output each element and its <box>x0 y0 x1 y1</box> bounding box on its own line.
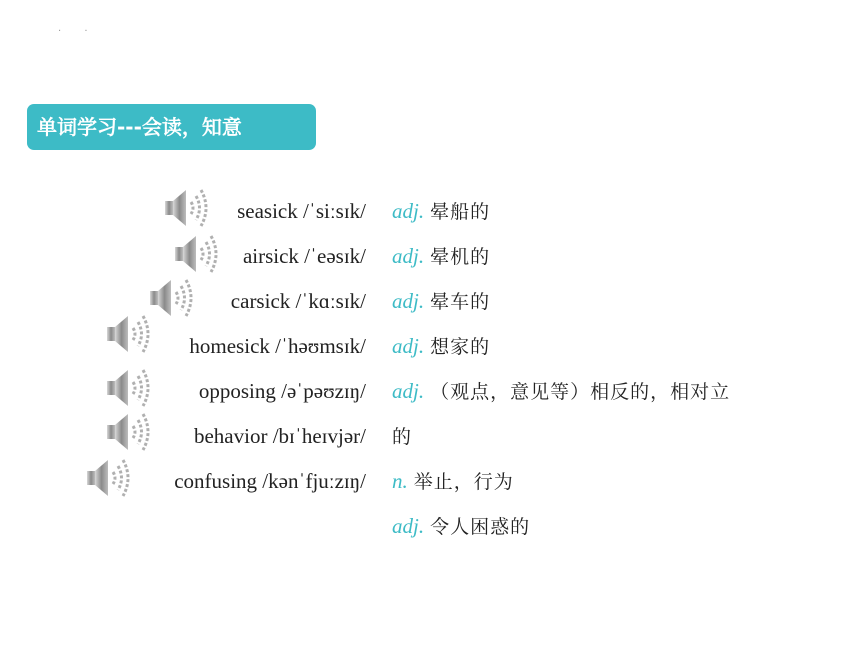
speaker-icon[interactable] <box>104 312 154 356</box>
part-of-speech: adj. <box>392 514 425 538</box>
meaning-seasick <box>392 197 490 226</box>
word-confusing: confusing /kənˈfjuːzɪŋ/ <box>174 469 366 493</box>
meaning-homesick <box>392 332 490 361</box>
speaker-icon[interactable] <box>104 410 154 454</box>
meaning-carsick <box>392 287 490 316</box>
meaning-opposing <box>392 377 730 406</box>
speaker-icon[interactable] <box>172 232 222 276</box>
speaker-icon[interactable] <box>147 276 197 320</box>
definition-continued: 的 <box>392 426 413 448</box>
definition: 晕机的 <box>430 246 491 268</box>
definition: 想家的 <box>430 336 491 358</box>
speaker-icon[interactable] <box>162 186 212 230</box>
part-of-speech: adj. <box>392 199 425 223</box>
word-carsick: carsick /ˈkɑːsɪk/ <box>230 289 366 313</box>
part-of-speech: adj. <box>392 334 425 358</box>
word-homesick: homesick /ˈhəʊmsɪk/ <box>189 334 366 358</box>
part-of-speech: adj. <box>392 289 425 313</box>
meaning-airsick <box>392 242 490 271</box>
word-seasick: seasick /ˈsiːsɪk/ <box>237 199 366 223</box>
corner-dots: · · <box>58 26 98 37</box>
definition: 举止，行为 <box>413 471 514 493</box>
word-behavior: behavior /bɪˈheɪvjər/ <box>193 424 366 448</box>
definition: 令人困惑的 <box>430 516 531 538</box>
definition: （观点，意见等）相反的，相对立 <box>430 381 731 403</box>
definition: 晕车的 <box>430 291 491 313</box>
meaning-opposing-continued <box>392 422 412 451</box>
speaker-icon[interactable] <box>104 366 154 410</box>
speaker-icon[interactable] <box>84 456 134 500</box>
part-of-speech: adj. <box>392 244 425 268</box>
section-title-banner: 单词学习---会读，知意 <box>27 104 316 150</box>
definition: 晕船的 <box>430 201 491 223</box>
meaning-behavior <box>392 467 514 496</box>
part-of-speech: n. <box>392 469 408 493</box>
word-opposing: opposing /əˈpəʊzɪŋ/ <box>198 379 366 403</box>
part-of-speech: adj. <box>392 379 425 403</box>
word-airsick: airsick /ˈeəsɪk/ <box>242 244 366 268</box>
meaning-confusing <box>392 512 530 541</box>
